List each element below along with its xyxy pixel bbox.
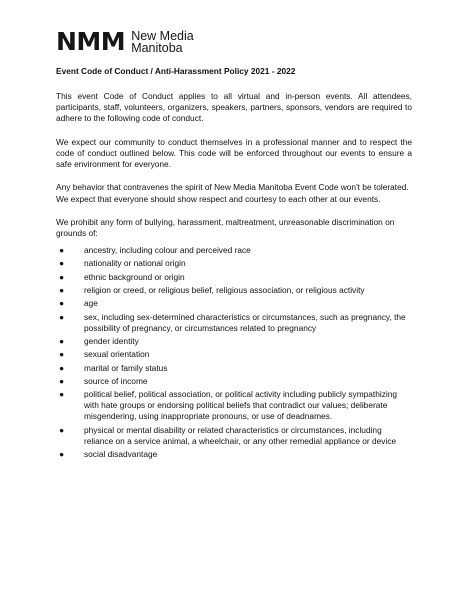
bullet-icon: ● — [59, 349, 65, 360]
nmm-logo — [56, 29, 194, 55]
list-item-text: gender identity — [84, 335, 139, 346]
list-item-text: social disadvantage — [84, 448, 158, 459]
list-item-text: nationality or national origin — [84, 258, 186, 269]
list-item — [56, 272, 412, 283]
list-item — [56, 312, 412, 334]
document-body — [56, 66, 412, 462]
paragraph-tolerance: Any behavior that contravenes the spirit of New Media Manitoba Event Code won't be tolerated. We expect that everyone should show respect and courtesy to each other at our events. — [56, 182, 409, 204]
list-item — [56, 298, 412, 309]
list-item — [56, 376, 412, 387]
bullet-icon: ● — [59, 258, 65, 269]
list-item-text: marital or family status — [84, 362, 168, 373]
list-item — [56, 363, 412, 374]
list-item-text: religion or creed, or religious belief, religious association, or religious activity — [84, 285, 365, 296]
logo-mark: NMM — [56, 27, 126, 56]
logo-line-1: New Media — [131, 29, 194, 43]
list-item-text: age — [84, 298, 98, 309]
bullet-icon: ● — [59, 311, 65, 322]
bullet-icon: ● — [59, 362, 65, 373]
bullet-icon: ● — [59, 375, 65, 386]
list-item-text: physical or mental disability or related characteristics or circumstances, including reliance on a service animal, a wheelchair, or any other remedial appliance or device — [84, 424, 397, 446]
list-item-text: source of income — [84, 375, 148, 386]
list-item — [56, 258, 412, 269]
bullet-icon: ● — [59, 298, 65, 309]
list-item-text: sex, including sex-determined characteristics or circumstances, such as pregnancy, the possibility of pregnancy, or circumstances related to pregnancy — [84, 311, 406, 333]
list-item — [56, 389, 412, 422]
bullet-icon: ● — [59, 285, 65, 296]
list-item — [56, 245, 412, 256]
bullet-icon: ● — [59, 335, 65, 346]
bullet-icon: ● — [59, 271, 65, 282]
bullet-icon: ● — [59, 448, 65, 459]
list-item-text: sexual orientation — [84, 349, 150, 360]
bullet-icon: ● — [59, 245, 65, 256]
list-item-text: political belief, political association, or political activity including publicly sympathizing with hate groups or endorsing political beliefs that contradict our values; deliberate misgendering, using inappropriate pronouns, or use of deadnames. — [84, 389, 398, 422]
list-item — [56, 349, 412, 360]
document-title: Event Code of Conduct / Anti-Harassment Policy 2021 - 2022 — [56, 66, 296, 76]
list-item — [56, 285, 412, 296]
paragraph-expectations: We expect our community to conduct themselves in a professional manner and to respect the code of conduct outlined below. This code will be enforced throughout our events to ensure a safe environment for everyone. — [56, 136, 412, 169]
list-item — [56, 449, 412, 460]
bullet-icon: ● — [59, 424, 65, 435]
list-item — [56, 336, 412, 347]
list-item-text: ethnic background or origin — [84, 271, 185, 282]
logo-wordmark — [131, 30, 194, 54]
paragraph-prohibition: We prohibit any form of bullying, harassment, maltreatment, unreasonable discrimination on grounds of: — [56, 217, 395, 239]
grounds-list — [56, 245, 412, 460]
paragraph-scope: This event Code of Conduct applies to all virtual and in-person events. All attendees, participants, staff, volunteers, organizers, speakers, partners, sponsors, vendors are required to adhere to the following code of conduct. — [56, 91, 412, 124]
logo-line-2: Manitoba — [131, 41, 183, 55]
list-item — [56, 425, 412, 447]
list-item-text: ancestry, including colour and perceived race — [84, 245, 251, 256]
bullet-icon: ● — [59, 389, 65, 400]
